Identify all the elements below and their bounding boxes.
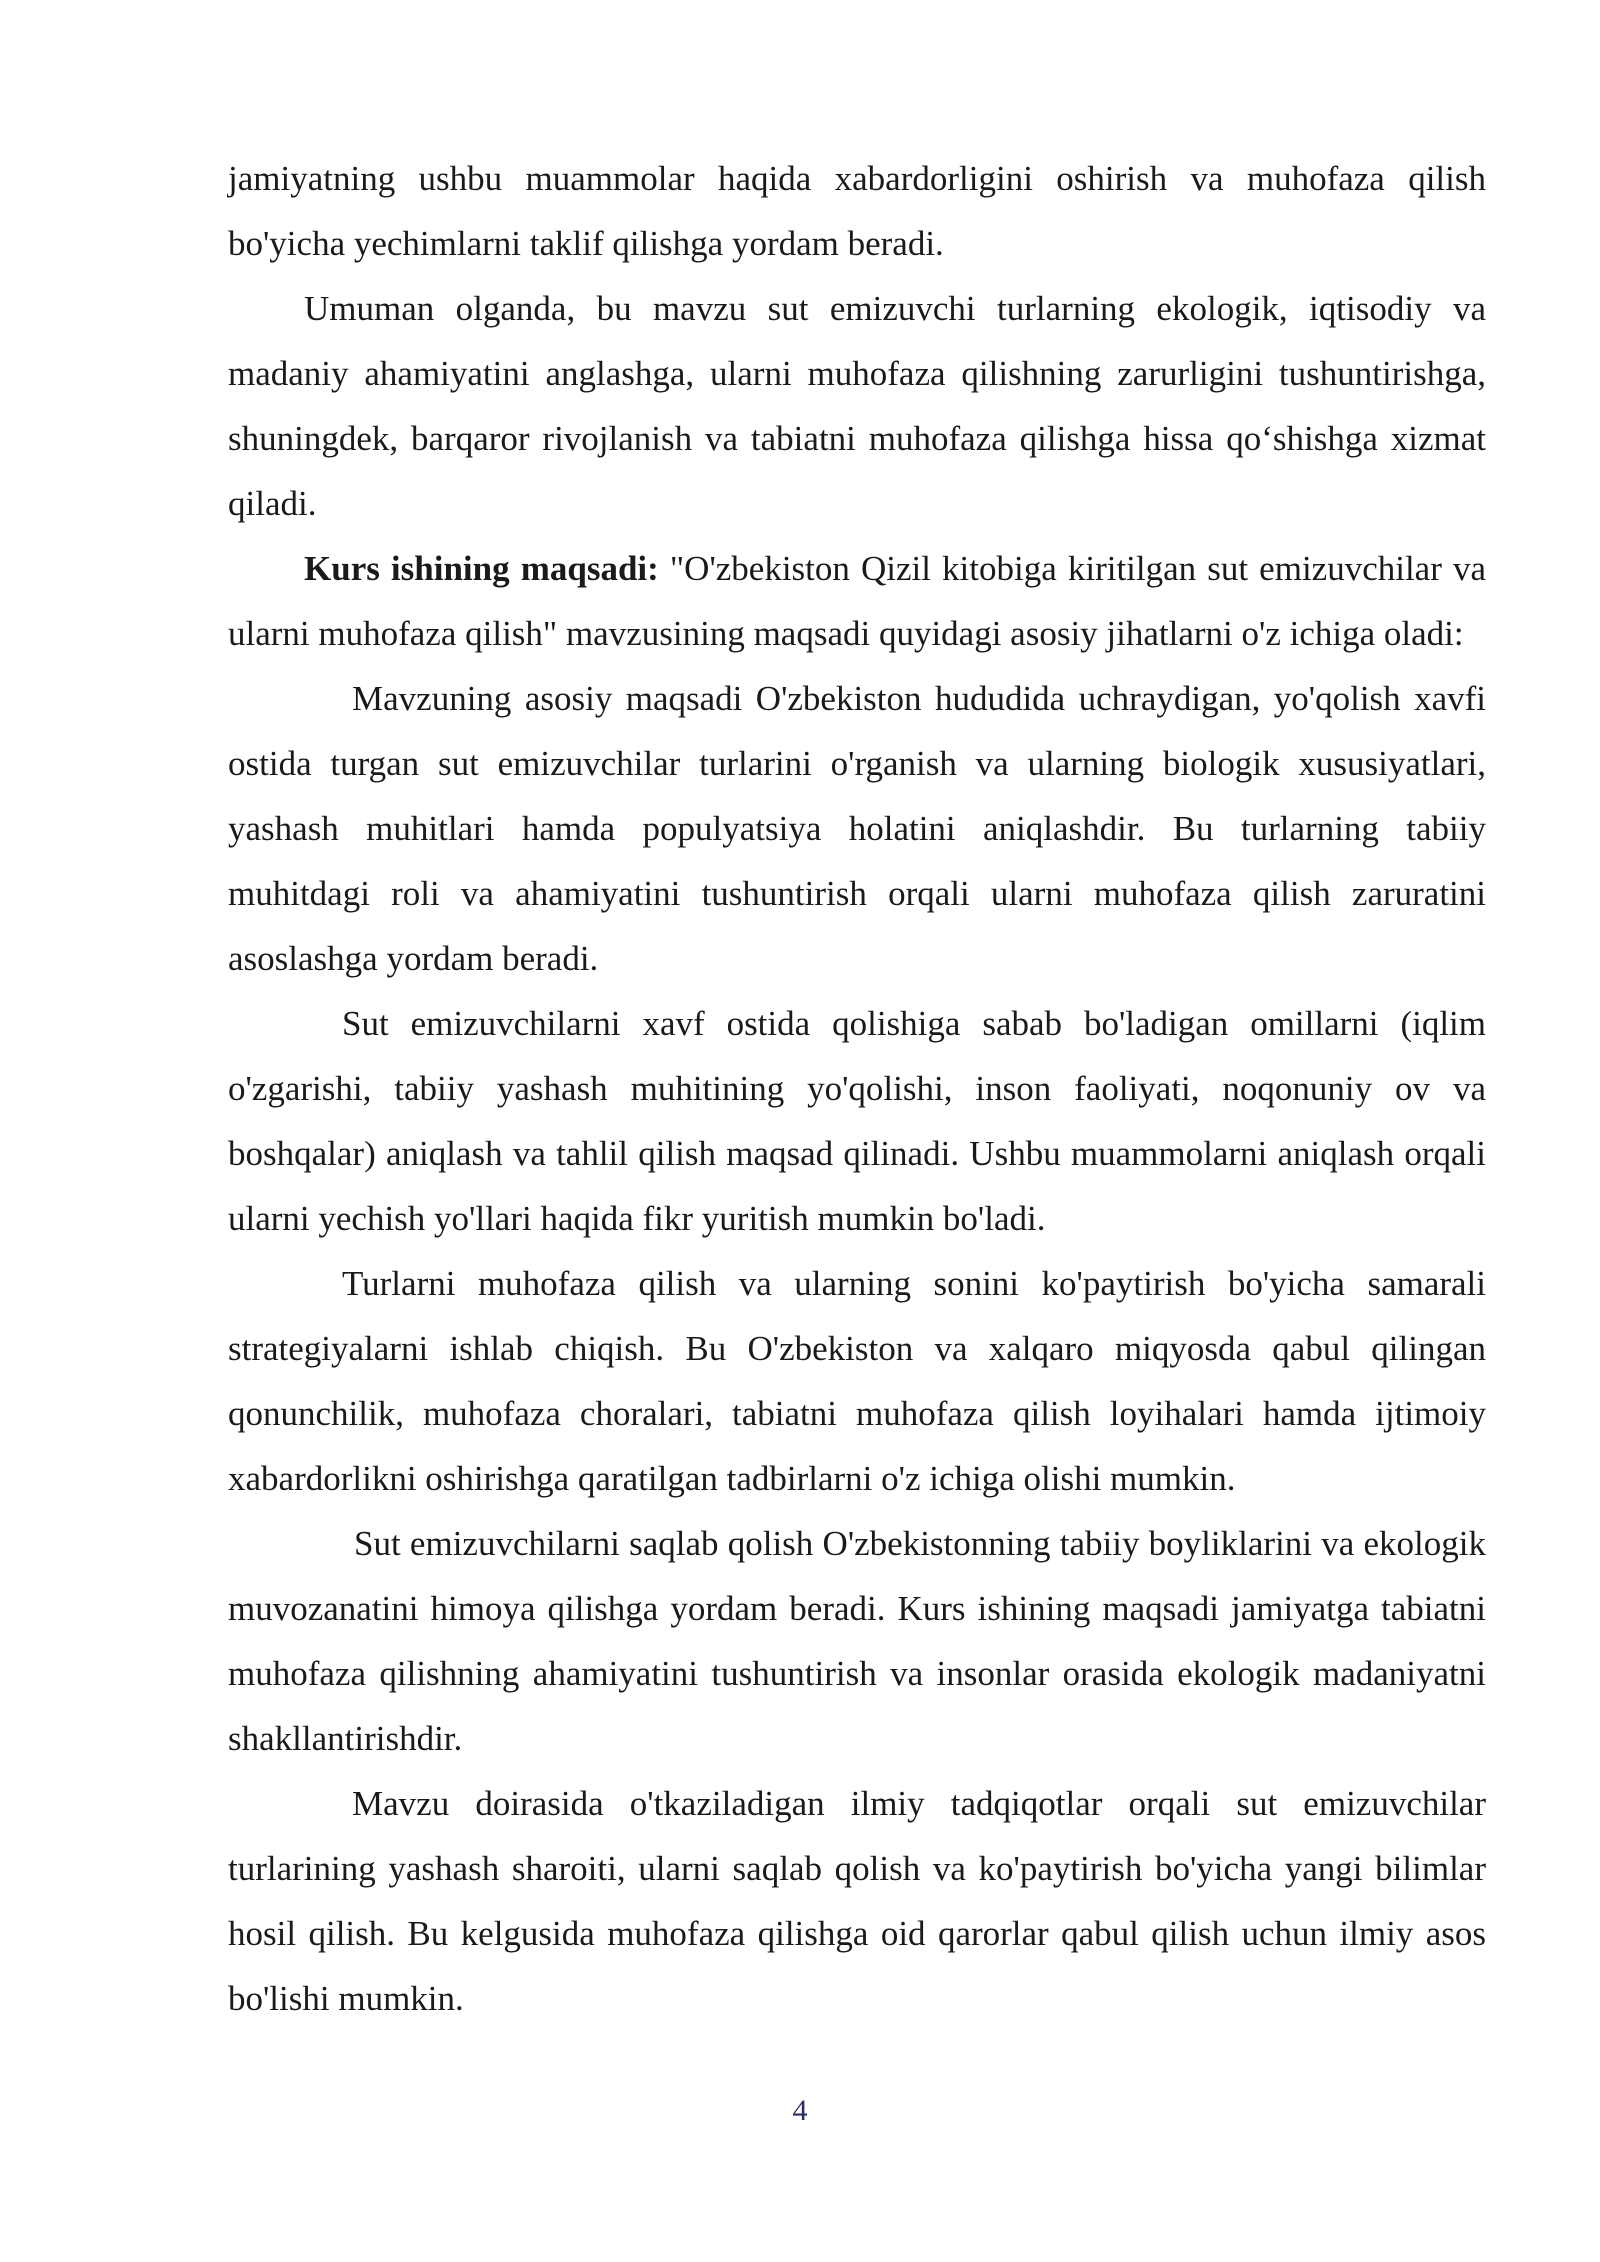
page-number: 4 — [792, 2094, 808, 2127]
paragraph-threat-factors: Sut emizuvchilarni xavf ostida qolishiga sabab bo'ladigan omillarni (iqlim o'zgarishi, tabiiy yashash muhitining yo'qolishi, inson faoliyati, noqonuniy ov va boshqalar) aniqlash va tahlil qilish maqsad qilinadi. Ushbu muammolarni aniqlash orqali ularni yechish yo'llari haqida fikr yuritish mumkin bo'ladi. — [228, 1004, 1486, 1238]
course-goal-heading: Kurs ishining maqsadi: — [304, 549, 659, 588]
course-goal-text: "O'zbekiston Qizil kitobiga kiritilgan sut emizuvchilar va ularni muhofaza qilish" mavzusining maqsadi quyidagi asosiy jihatlarni o'z ichiga oladi: — [228, 549, 1486, 653]
paragraph-continuation: jamiyatning ushbu muammolar haqida xabardorligini oshirish va muhofaza qilish bo'yicha yechimlarni taklif qilishga yordam beradi. — [228, 159, 1486, 263]
paragraph-ecological-culture: Sut emizuvchilarni saqlab qolish O'zbekistonning tabiiy boyliklarini va ekologik muvozanatini himoya qilishga yordam beradi. Kurs ishining maqsadi jamiyatga tabiatni muhofaza qilishning ahamiyatini tushuntirish va insonlar orasida ekologik madaniyatni shakllantirishdir. — [228, 1524, 1486, 1758]
paragraph-main-goal: Mavzuning asosiy maqsadi O'zbekiston hududida uchraydigan, yo'qolish xavfi ostida turgan sut emizuvchilar turlarini o'rganish va ularning biologik xususiyatlari, yashash muhitlari hamda populyatsiya holatini aniqlashdir. Bu turlarning tabiiy muhitdagi roli va ahamiyatini tushuntirish orqali ularni muhofaza qilish zaruratini asoslashga yordam beradi. — [228, 679, 1486, 978]
paragraph-protection-strategies: Turlarni muhofaza qilish va ularning sonini ko'paytirish bo'yicha samarali strategiyalarni ishlab chiqish. Bu O'zbekiston va xalqaro miqyosda qabul qilingan qonunchilik, muhofaza choralari, tabiatni muhofaza qilish loyihalari hamda ijtimoiy xabardorlikni oshirishga qaratilgan tadbirlarni o'z ichiga olishi mumkin. — [228, 1264, 1486, 1498]
paragraph-summary: Umuman olganda, bu mavzu sut emizuvchi turlarning ekologik, iqtisodiy va madaniy ahamiyatini anglashga, ularni muhofaza qilishning zarurligini tushuntirishga, shuningdek, barqaror rivojlanish va tabiatni muhofaza qilishga hissa qo‘shishga xizmat qiladi. — [228, 289, 1486, 523]
document-page — [228, 146, 1486, 2031]
paragraph-course-goal — [228, 536, 1486, 666]
paragraph-scientific-research: Mavzu doirasida o'tkaziladigan ilmiy tadqiqotlar orqali sut emizuvchilar turlarining yashash sharoiti, ularni saqlab qolish va ko'paytirish bo'yicha yangi bilimlar hosil qilish. Bu kelgusida muhofaza qilishga oid qarorlar qabul qilish uchun ilmiy asos bo'lishi mumkin. — [228, 1784, 1486, 2018]
